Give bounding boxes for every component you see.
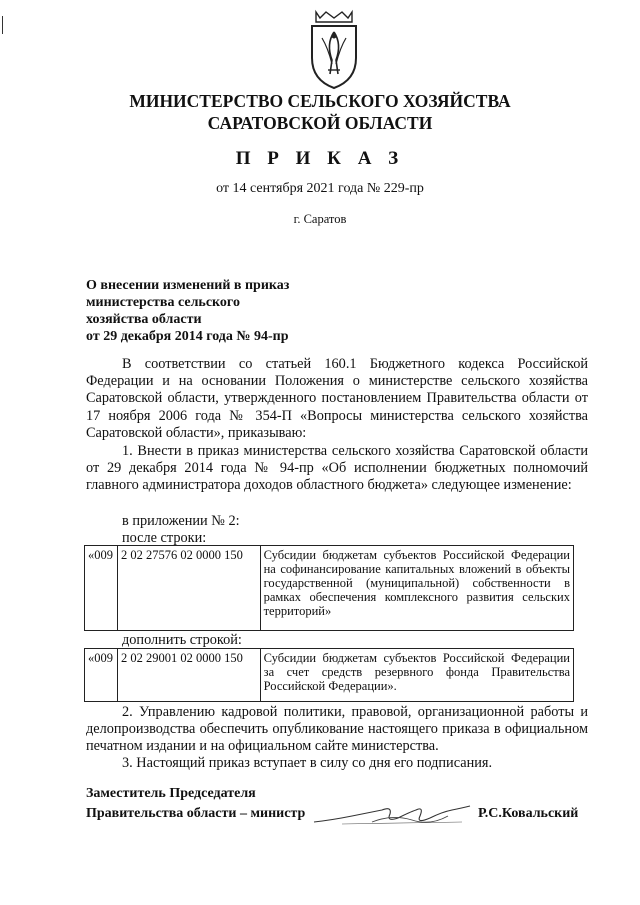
appendix-label: в приложении № 2:: [122, 513, 240, 529]
document-city: г. Саратов: [293, 212, 347, 226]
coat-of-arms-icon: [302, 8, 366, 90]
table-cell-code: «009: [85, 546, 118, 631]
item-1-paragraph: 1. Внести в приказ министерства сельского хозяйства Саратовской области от 29 декабря 2014 года № 94-пр «Об исполнении бюджетных полномочий главного администратора доходов областного бюджета» следующее изменение:: [86, 443, 588, 494]
scan-edge-mark: [2, 16, 3, 34]
table-cell-name: Субсидии бюджетам субъектов Российской Федерации на софинансирование капитальных вложений в объекты государственной (муниципальной) собственности в рамках обеспечения комплексного развития сельских территорий»: [260, 546, 573, 631]
position-line1: Заместитель Председателя: [86, 786, 256, 801]
subject-line1: О внесении изменений в приказ: [86, 278, 290, 293]
item-2-paragraph: 2. Управлению кадровой политики, правовой, организационной работы и делопроизводства обеспечить опубликование настоящего приказа в официальном печатном издании и на официальном сайте министерства.: [86, 704, 588, 755]
table-cell-kbk: 2 02 27576 02 0000 150: [117, 546, 260, 631]
signatory-name: Р.С.Ковальский: [478, 806, 579, 821]
ministry-name: [0, 90, 640, 134]
table-row: [85, 649, 574, 702]
document-type: П Р И К А З: [235, 148, 405, 169]
subject-line2: министерства сельского: [86, 295, 240, 310]
table-original-row: [84, 545, 574, 631]
table-added-row: [84, 648, 574, 702]
subject-line3: хозяйства области: [86, 312, 202, 327]
document-subject: [86, 277, 346, 345]
ministry-line2: САРАТОВСКОЙ ОБЛАСТИ: [207, 113, 433, 133]
table-cell-kbk: 2 02 29001 02 0000 150: [117, 649, 260, 702]
ministry-line1: МИНИСТЕРСТВО СЕЛЬСКОГО ХОЗЯЙСТВА: [129, 91, 511, 111]
handwritten-signature: [312, 792, 472, 832]
subject-line4: от 29 декабря 2014 года № 94-пр: [86, 329, 289, 344]
intro-paragraph: В соответствии со статьей 160.1 Бюджетного кодекса Российской Федерации и на основании Положения о министерстве сельского хозяйства Саратовской области, утвержденного постановлением Правительства области от 17 ноября 2006 года № 354-П «Вопросы министерства сельского хозяйства Саратовской области», приказываю:: [86, 356, 588, 441]
add-row-label: дополнить строкой:: [122, 632, 242, 648]
table-row: [85, 546, 574, 631]
document-date-number: от 14 сентября 2021 года № 229-пр: [216, 181, 424, 196]
table-cell-name: Субсидии бюджетам субъектов Российской Федерации за счет средств резервного фонда Правительства Российской Федерации».: [260, 649, 573, 702]
signatory-position: [86, 784, 305, 824]
table-cell-code: «009: [85, 649, 118, 702]
position-line2: Правительства области – министр: [86, 806, 306, 821]
item-3-paragraph: 3. Настоящий приказ вступает в силу со дня его подписания.: [122, 755, 493, 771]
after-row-label: после строки:: [122, 530, 207, 546]
